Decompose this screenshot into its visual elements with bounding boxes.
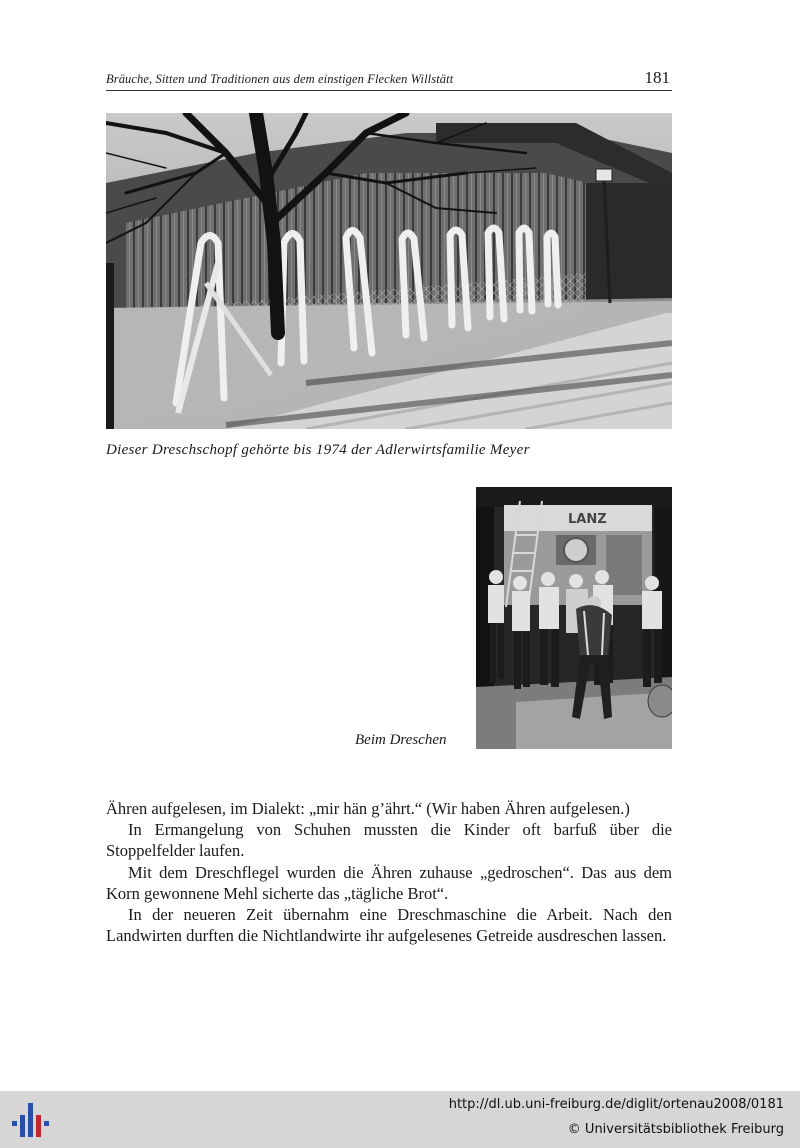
threshing-photo-caption: Beim Dreschen [355,732,447,748]
paragraph: Ähren aufgelesen, im Dialekt: „mir hän g’ährt.“ (Wir haben Ähren aufgelesen.) [106,799,630,818]
paragraph: In der neueren Zeit übernahm eine Dreschmaschine die Arbeit. Nach den Landwirten durften die Nichtlandwirte ihr aufgelesenes Getreide ausdreschen lassen. [106,905,672,946]
paragraph: Mit dem Dreschflegel wurden die Ähren zuhause „gedroschen“. Das aus dem Korn gewonnene Mehl sicherte das „tägliche Brot“. [106,862,672,903]
copyright-notice: © Universitätsbibliothek Freiburg [567,1122,784,1137]
page-number: 181 [644,68,670,87]
paragraph: In Ermangelung von Schuhen mussten die Kinder oft barfuß über die Stoppelfelder laufen. [106,820,672,861]
barn-photo-illustration [106,113,672,429]
threshing-photo [476,487,672,749]
barn-photo-caption: Dieser Dreschschopf gehörte bis 1974 der Adlerwirtsfamilie Meyer [106,442,530,458]
source-url-link[interactable]: http://dl.ub.uni-freiburg.de/diglit/ortenau2008/0181 [448,1097,784,1112]
footer-bar [0,1091,800,1148]
machine-brand-sign: LANZ [568,512,607,527]
body-text [106,798,672,946]
ub-freiburg-logo-icon[interactable] [10,1099,52,1141]
threshing-photo-illustration [476,487,672,749]
running-header-title: Bräuche, Sitten und Traditionen aus dem einstigen Flecken Willstätt [106,72,454,86]
barn-photo [106,113,672,429]
running-header [106,68,672,91]
